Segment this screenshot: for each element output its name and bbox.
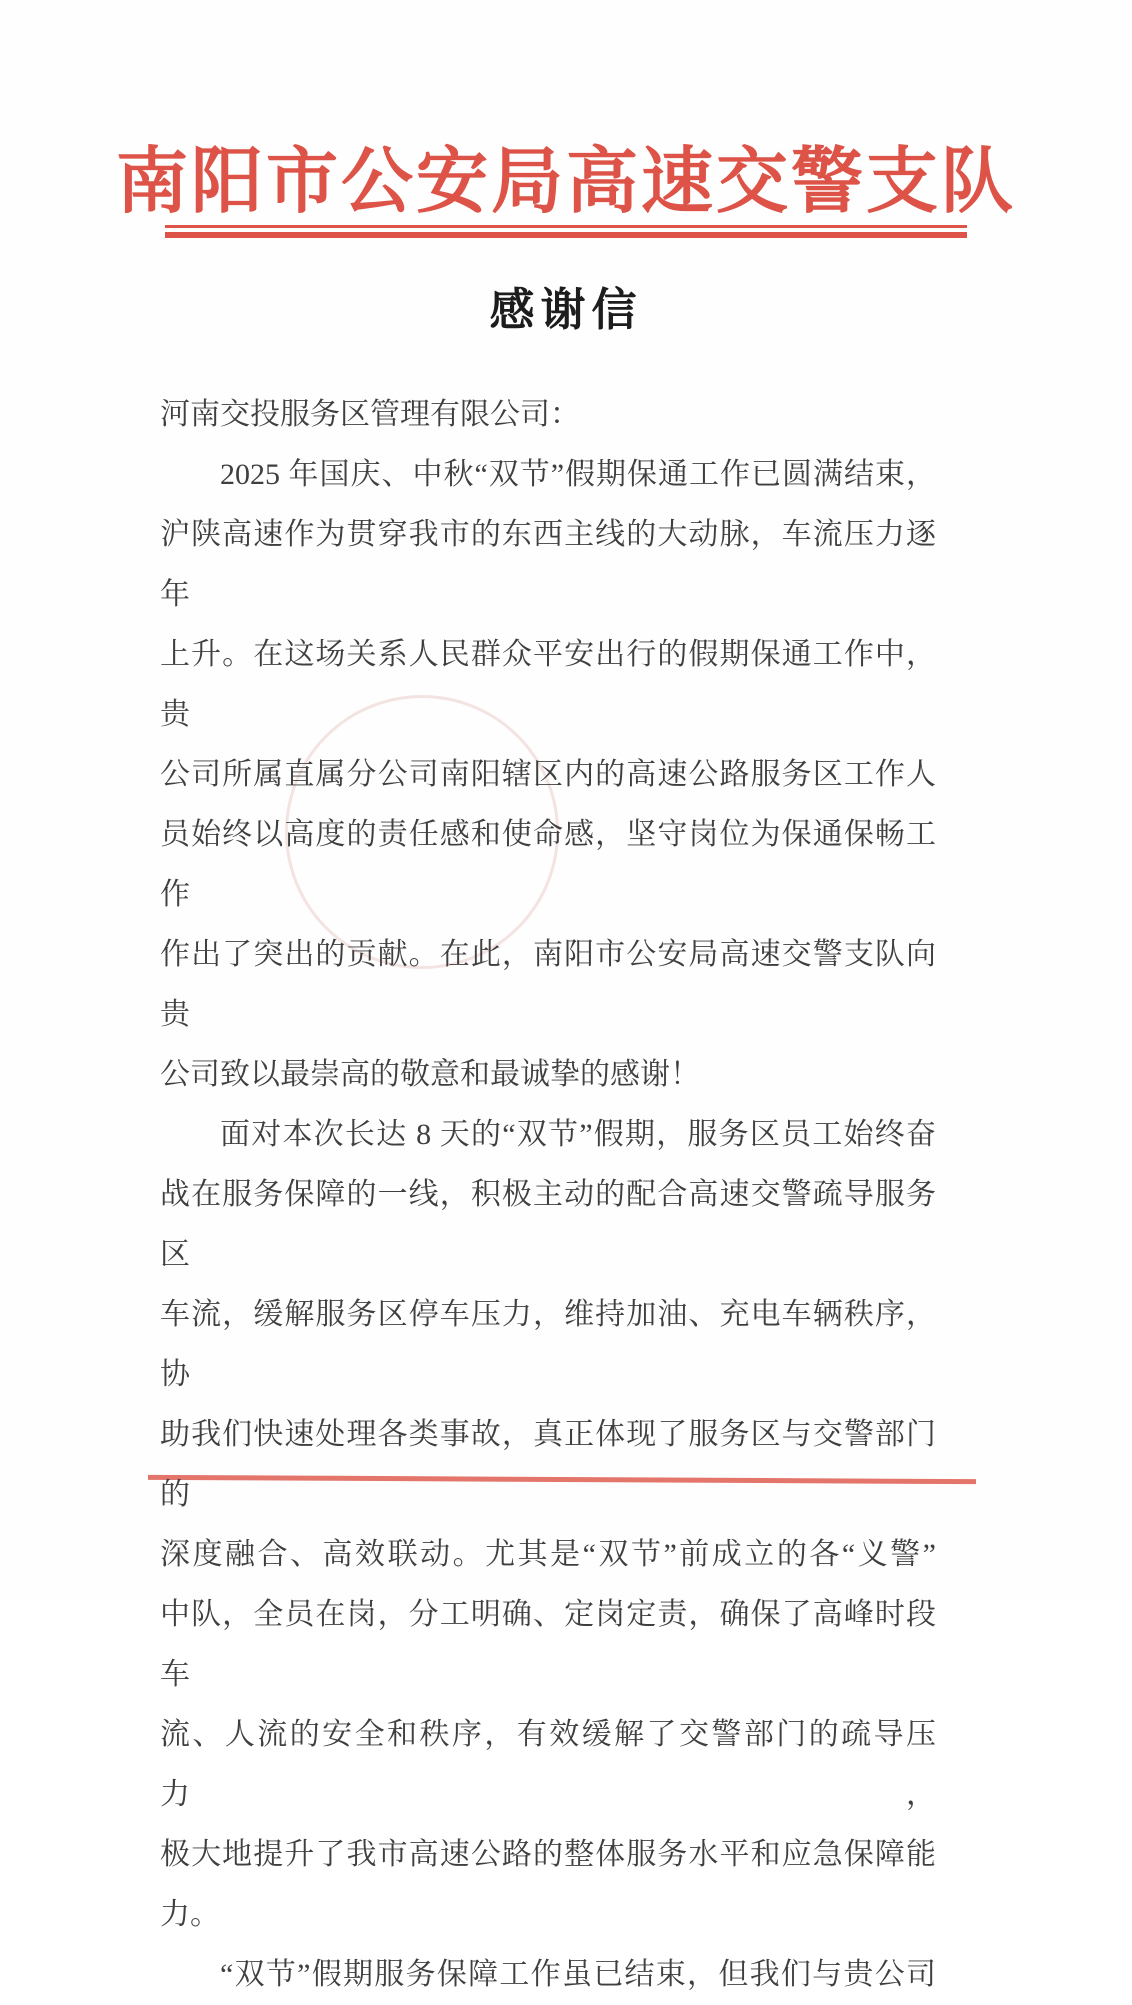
paragraph — [160, 445, 936, 1105]
text-line: 深度融合、高效联动。尤其是“双节”前成立的各“义警” — [160, 1538, 936, 1571]
text-line: 力。 — [160, 1898, 220, 1931]
text-line: 面对本次长达 8 天的“双节”假期，服务区员工始终奋 — [220, 1118, 936, 1151]
letter-paragraphs — [160, 445, 936, 2005]
text-line: 上升。在这场关系人民群众平安出行的假期保通工作中，贵 — [160, 638, 936, 731]
text-line: 作出了突出的贡献。在此，南阳市公安局高速交警支队向贵 — [160, 938, 936, 1031]
letterhead-title: 南阳市公安局高速交警支队 — [115, 142, 1016, 222]
text-line: “双节”假期服务保障工作虽已结束，但我们与贵公司 — [220, 1958, 936, 1991]
text-line: 中队，全员在岗，分工明确、定岗定责，确保了高峰时段车 — [160, 1598, 936, 1691]
text-line: 2025 年国庆、中秋“双节”假期保通工作已圆满结束， — [220, 458, 936, 491]
letterhead — [0, 0, 1132, 238]
text-line: 极大地提升了我市高速公路的整体服务水平和应急保障能 — [160, 1838, 936, 1871]
text-line: 员始终以高度的责任感和使命感，坚守岗位为保通保畅工作 — [160, 818, 936, 911]
text-line: 沪陕高速作为贯穿我市的东西主线的大动脉，车流压力逐年 — [160, 518, 936, 611]
letterhead-rule-thin — [165, 225, 967, 228]
text-line: 助我们快速处理各类事故，真正体现了服务区与交警部门的 — [160, 1418, 936, 1511]
paragraph — [160, 1105, 936, 1945]
salutation-line: 河南交投服务区管理有限公司： — [160, 398, 580, 431]
letter-title: 感谢信 — [489, 285, 643, 335]
text-line: 公司致以最崇高的敬意和最诚挚的感谢！ — [160, 1058, 700, 1091]
letter-body — [160, 385, 936, 2005]
paragraph — [160, 1945, 936, 2005]
text-line: 车流，缓解服务区停车压力，维持加油、充电车辆秩序，协 — [160, 1298, 936, 1391]
text-line: 战在服务保障的一线，积极主动的配合高速交警疏导服务区 — [160, 1178, 936, 1271]
text-line: 公司所属直属分公司南阳辖区内的高速公路服务区工作人 — [160, 758, 936, 791]
text-line: 流、人流的安全和秩序，有效缓解了交警部门的疏导压力， — [160, 1718, 936, 1811]
